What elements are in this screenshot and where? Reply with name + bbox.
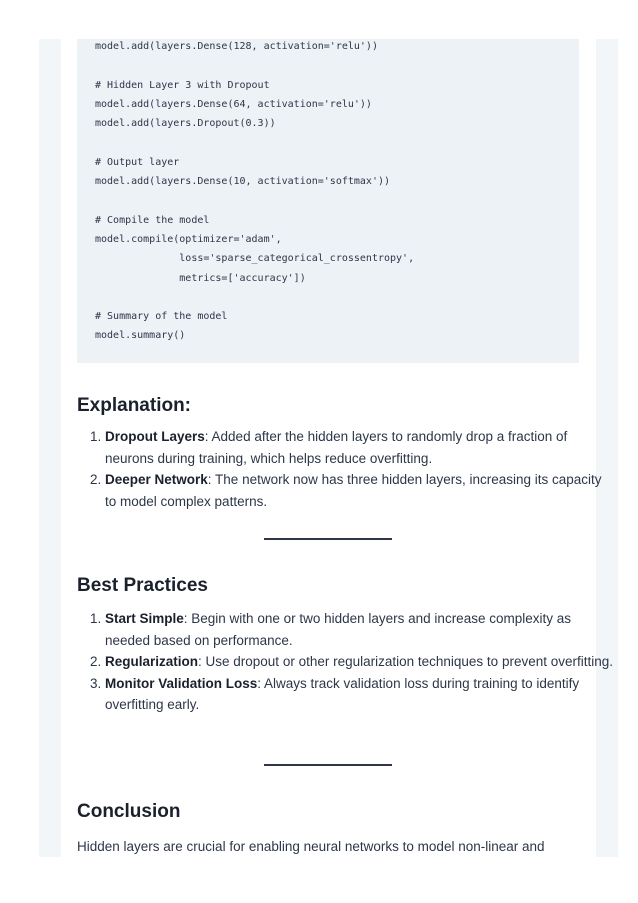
code-line bbox=[95, 133, 561, 152]
list-item-term: Regularization bbox=[105, 654, 199, 670]
code-line: # Summary of the model bbox=[95, 311, 228, 323]
section-divider bbox=[264, 538, 392, 540]
code-line bbox=[95, 288, 561, 307]
list-item-text: : Always track validation loss during training to identify overfitting early. bbox=[105, 675, 580, 713]
list-item bbox=[105, 426, 615, 469]
list-item-term: Deeper Network bbox=[105, 472, 208, 488]
code-line: loss='sparse_categorical_crossentropy', bbox=[95, 253, 415, 265]
code-block bbox=[77, 39, 579, 363]
list-item bbox=[105, 608, 615, 651]
section-divider bbox=[264, 764, 392, 766]
list-item bbox=[105, 469, 615, 512]
explanation-list bbox=[77, 426, 615, 512]
code-line: model.add(layers.Dropout(0.3)) bbox=[95, 118, 276, 130]
list-item-text: : Added after the hidden layers to randomly drop a fraction of neurons during training, which helps reduce overfitting. bbox=[105, 429, 568, 466]
code-line bbox=[95, 56, 561, 75]
code-line: model.add(layers.Dense(10, activation='softmax')) bbox=[95, 176, 391, 188]
code-line: model.add(layers.Dense(64, activation='relu')) bbox=[95, 98, 372, 110]
code-line: model.compile(optimizer='adam', bbox=[95, 233, 282, 245]
list-item bbox=[105, 673, 615, 716]
conclusion-paragraph: Hidden layers are crucial for enabling neural networks to model non-linear and bbox=[77, 839, 545, 854]
best-practices-list bbox=[77, 608, 615, 716]
code-line: # Output layer bbox=[95, 156, 180, 168]
code-line bbox=[95, 191, 561, 210]
page-margin-left bbox=[39, 39, 61, 857]
list-item-term: Monitor Validation Loss bbox=[105, 675, 258, 691]
list-item-text: : The network now has three hidden layers, increasing its capacity to model complex patterns. bbox=[105, 472, 602, 509]
code-line: model.add(layers.Dense(128, activation='relu')) bbox=[95, 41, 378, 52]
list-item-text: : Begin with one or two hidden layers and increase complexity as needed based on performance. bbox=[105, 611, 571, 648]
list-item-text: : Use dropout or other regularization techniques to prevent overfitting. bbox=[198, 654, 614, 670]
list-item-term: Dropout Layers bbox=[105, 429, 205, 444]
explanation-heading: Explanation: bbox=[77, 395, 192, 416]
best-practices-heading: Best Practices bbox=[77, 575, 208, 596]
list-item bbox=[105, 651, 615, 673]
code-line: model.summary() bbox=[95, 330, 186, 342]
code-line: # Hidden Layer 3 with Dropout bbox=[95, 79, 270, 91]
list-item-term: Start Simple bbox=[105, 611, 184, 626]
code-line: # Compile the model bbox=[95, 214, 210, 226]
code-line: metrics=['accuracy']) bbox=[95, 272, 306, 284]
conclusion-heading: Conclusion bbox=[77, 801, 181, 822]
